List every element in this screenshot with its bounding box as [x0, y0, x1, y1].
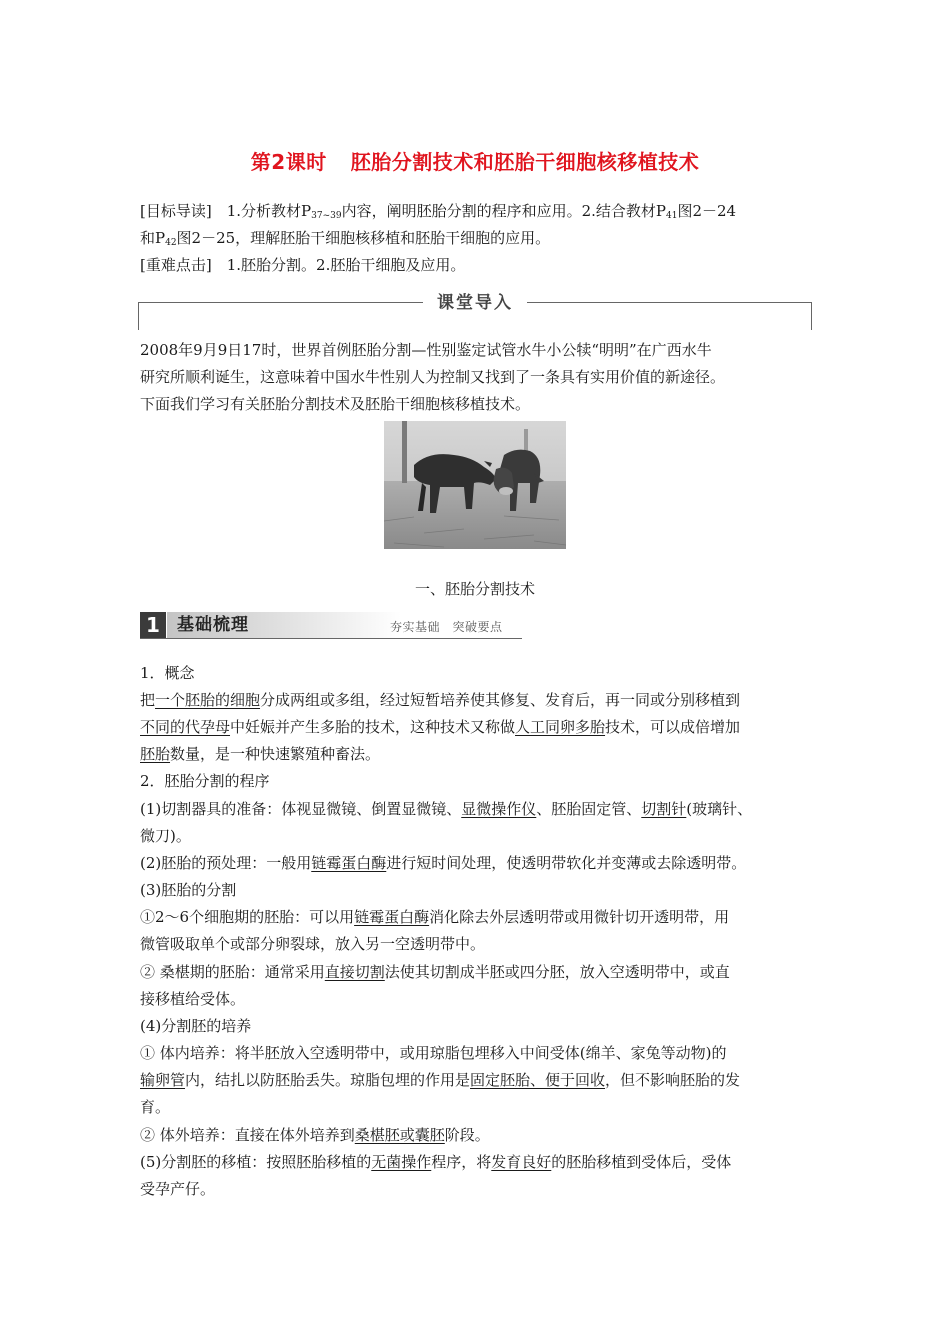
step5-line-1: (5)分割胚的移植：按照胚胎移植的无菌操作程序，将发育良好的胚胎移植到受体后，受体	[140, 1153, 732, 1171]
step3a-line-2: 微管吸取单个或部分卵裂球，放入另一空透明带中。	[140, 935, 486, 953]
step4a-line-1: ① 体内培养：将半胚放入空透明带中，或用琼脂包埋移入中间受体(绵羊、家兔等动物)的	[140, 1044, 727, 1062]
step2-line: (2)胚胎的预处理：一般用链霉蛋白酶进行短时间处理，使透明带软化并变薄或去除透明带。	[140, 854, 747, 872]
step3b-line-2: 接移植给受体。	[140, 990, 246, 1008]
heading-concept: 1．概念	[140, 664, 195, 682]
concept-line-3: 胚胎数量，是一种快速繁殖种畜法。	[140, 745, 381, 763]
heading-procedure: 2．胚胎分割的程序	[140, 772, 270, 790]
intro-line-2: 研究所顺利诞生，这意味着中国水牛性别人为控制又找到了一条具有实用价值的新途径。	[140, 368, 726, 386]
section-subtitle: 夯实基础 突破要点	[390, 620, 503, 634]
lesson-number: 第2课时	[250, 150, 327, 174]
blank-answer: 切割针	[641, 800, 687, 818]
buffalo-calves-photo	[384, 421, 566, 549]
section-bar	[140, 612, 522, 640]
step1-line-2: 微刀)。	[140, 827, 191, 845]
blank-answer: 胚胎	[140, 745, 171, 763]
step4-heading: (4)分割胚的培养	[140, 1017, 252, 1035]
intro-line-1: 2008年9月9日17时，世界首例胚胎分割—性别鉴定试管水牛小公犊“明明”在广西水牛	[140, 341, 712, 359]
step4a-line-2: 输卵管内，结扎以防胚胎丢失。琼脂包埋的作用是固定胚胎、便于回收，但不影响胚胎的发	[140, 1071, 741, 1089]
step1-line-1: (1)切割器具的准备：体视显微镜、倒置显微镜、显微操作仪、胚胎固定管、切割针(玻璃针、	[140, 800, 753, 818]
concept-line-2: 不同的代孕母中妊娠并产生多胎的技术，这种技术又称做人工同卵多胎技术，可以成倍增加	[140, 718, 741, 736]
blank-answer: 发育良好	[491, 1153, 552, 1171]
step3b-line-1: ② 桑椹期的胚胎：通常采用直接切割法使其切割成半胚或四分胚，放入空透明带中，或直	[140, 963, 730, 981]
blank-answer: 固定胚胎、便于回收	[470, 1071, 606, 1089]
blank-answer: 人工同卵多胎	[515, 718, 606, 736]
intro-banner	[138, 293, 812, 330]
intro-banner-label: 课堂导入	[423, 288, 527, 313]
goals-line-1: [目标导读] 1.分析教材$P_{37\sim 39}$内容，阐明胚胎分割的程序和应用。2.结合教材$P_{41}$图2－24	[140, 202, 737, 221]
step3a-line-1: ①2～6个细胞期的胚胎：可以用链霉蛋白酶消化除去外层透明带或用微针切开透明带，用	[140, 908, 730, 926]
section-heading: 一、胚胎分割技术	[414, 580, 535, 598]
step4b-line: ② 体外培养：直接在体外培养到桑椹胚或囊胚阶段。	[140, 1126, 490, 1144]
lesson-topic: 胚胎分割技术和胚胎干细胞核移植技术	[350, 150, 700, 174]
lesson-title	[0, 146, 950, 175]
goals-label: [目标导读]	[140, 202, 212, 220]
keypoints-line: [重难点击] 1.胚胎分割。2.胚胎干细胞及应用。	[140, 256, 466, 274]
keypoints-label: [重难点击]	[140, 256, 212, 274]
blank-answer: 显微操作仪	[461, 800, 537, 818]
blank-answer: 不同的代孕母	[140, 718, 231, 736]
blank-answer: 无菌操作	[371, 1153, 432, 1171]
step5-line-2: 受孕产仔。	[140, 1180, 216, 1198]
intro-line-3: 下面我们学习有关胚胎分割技术及胚胎干细胞核移植技术。	[140, 395, 531, 413]
goals-line-2: 和$P_{42}$图2－25，理解胚胎干细胞核移植和胚胎干细胞的应用。	[140, 229, 551, 248]
blank-answer: 链霉蛋白酶	[311, 854, 387, 872]
section-number: 1	[140, 612, 166, 638]
step4a-line-3: 育。	[140, 1098, 171, 1116]
blank-answer: 输卵管	[140, 1071, 186, 1089]
section-label: 基础梳理	[167, 612, 401, 638]
blank-answer: 桑椹胚或囊胚	[354, 1126, 445, 1144]
step3-heading: (3)胚胎的分割	[140, 881, 237, 899]
blank-answer: 一个胚胎的细胞	[155, 691, 261, 709]
blank-answer: 直接切割	[324, 963, 385, 981]
blank-answer: 链霉蛋白酶	[354, 908, 430, 926]
concept-line-1: 把一个胚胎的细胞分成两组或多组，经过短暂培养使其修复、发育后，再一同或分别移植到	[140, 691, 741, 709]
